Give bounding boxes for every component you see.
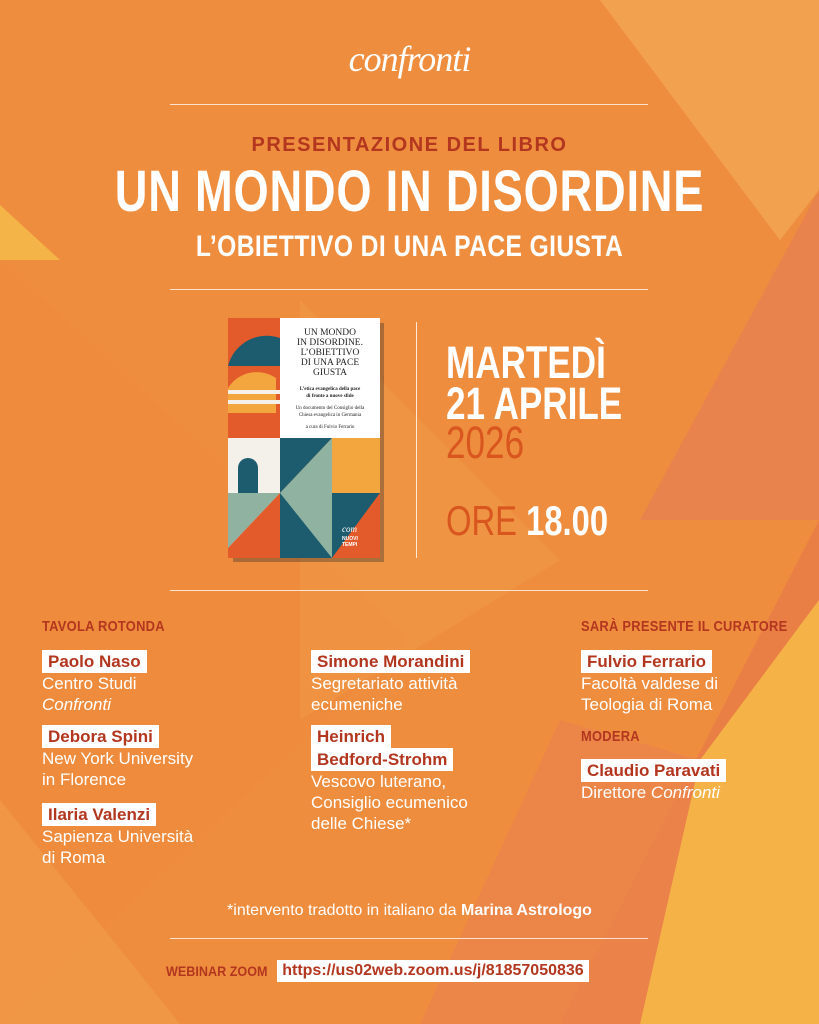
book-title: UN MONDO IN DISORDINE: [114, 159, 705, 224]
moderator-role-italic: Confronti: [650, 783, 720, 802]
event-year: 2026: [446, 417, 525, 468]
curator-card: [581, 650, 718, 715]
speaker-role: Sapienza Università: [42, 827, 194, 846]
moderator-name: Claudio Paravati: [581, 759, 726, 782]
confronti-logo: confronti: [348, 39, 471, 79]
speaker-card: [42, 650, 147, 715]
curator-name: Fulvio Ferrario: [581, 650, 712, 673]
section-heading-tavola: TAVOLA ROTONDA: [42, 618, 165, 635]
event-kicker: PRESENTAZIONE DEL LIBRO: [251, 134, 568, 156]
section-heading-modera: MODERA: [581, 728, 640, 745]
cover-desc-line: Un documento del Consiglio della: [295, 406, 365, 411]
speaker-name: Bedford-Strohm: [311, 748, 453, 771]
moderator-role: Direttore: [581, 783, 647, 802]
cover-title-line: L’OBIETTIVO: [300, 348, 360, 358]
book-cover-image: [228, 318, 384, 562]
translator-name: Marina Astrologo: [460, 902, 592, 919]
webinar-row: [166, 960, 589, 982]
speaker-name: Ilaria Valenzi: [42, 803, 156, 826]
speaker-role-italic: Confronti: [42, 695, 111, 714]
cover-title-line: IN DISORDINE.: [297, 338, 363, 348]
cover-title-line: DI UNA PACE: [300, 358, 360, 368]
speaker-card: [311, 650, 470, 715]
time-value: 18.00: [526, 497, 609, 544]
publisher-name-line: NUOVI: [342, 536, 358, 542]
speaker-name: Paolo Naso: [42, 650, 147, 673]
section-heading-curatore: SARÀ PRESENTE IL CURATORE: [581, 618, 788, 635]
speaker-name: Simone Morandini: [311, 650, 470, 673]
speaker-role: delle Chiese*: [311, 814, 412, 833]
publisher-name-line: TEMPI: [342, 542, 358, 548]
speaker-name: Heinrich: [311, 725, 391, 748]
book-subtitle: L’OBIETTIVO DI UNA PACE GIUSTA: [195, 230, 624, 263]
speaker-role: in Florence: [42, 770, 127, 789]
cover-editor: a cura di Fulvio Ferrario: [305, 425, 355, 430]
speaker-role: Segretariato attività: [311, 674, 458, 693]
divider: [170, 289, 648, 290]
event-day: MARTEDÌ: [446, 337, 606, 388]
cover-title-line: UN MONDO: [304, 328, 356, 338]
speaker-role: Vescovo luterano,: [311, 772, 447, 791]
webinar-link[interactable]: https://us02web.zoom.us/j/81857050836: [277, 960, 588, 982]
speaker-name: Debora Spini: [42, 725, 159, 748]
event-time: [446, 497, 609, 544]
vertical-divider: [416, 322, 417, 558]
curator-role: Facoltà valdese di: [581, 674, 719, 693]
curator-role: Teologia di Roma: [581, 695, 713, 714]
speaker-card: [311, 725, 468, 834]
translation-note: [0, 902, 819, 920]
cover-subtitle-line: L’etica evangelica della pace: [299, 387, 361, 392]
speaker-role: Consiglio ecumenico: [311, 793, 468, 812]
cover-desc-line: Chiesa evangelica in Germania: [298, 413, 362, 418]
event-date: 21 APRILE: [446, 378, 623, 429]
divider: [170, 938, 648, 939]
divider: [170, 590, 648, 591]
speaker-card: [42, 725, 193, 790]
speaker-card: [42, 803, 193, 868]
webinar-label: WEBINAR ZOOM: [166, 963, 268, 979]
speaker-role: Centro Studi: [42, 674, 137, 693]
cover-title-line: GIUSTA: [312, 368, 348, 378]
time-label: ORE: [446, 497, 517, 544]
cover-subtitle-line: di fronte a nuove sfide: [306, 394, 354, 399]
moderator-card: [581, 759, 726, 803]
publisher-logo: com: [342, 524, 357, 534]
speaker-role: ecumeniche: [311, 695, 403, 714]
note-text: *intervento tradotto in italiano da: [227, 902, 457, 919]
divider: [170, 104, 648, 105]
speaker-role: New York University: [42, 749, 194, 768]
speaker-role: di Roma: [42, 848, 106, 867]
